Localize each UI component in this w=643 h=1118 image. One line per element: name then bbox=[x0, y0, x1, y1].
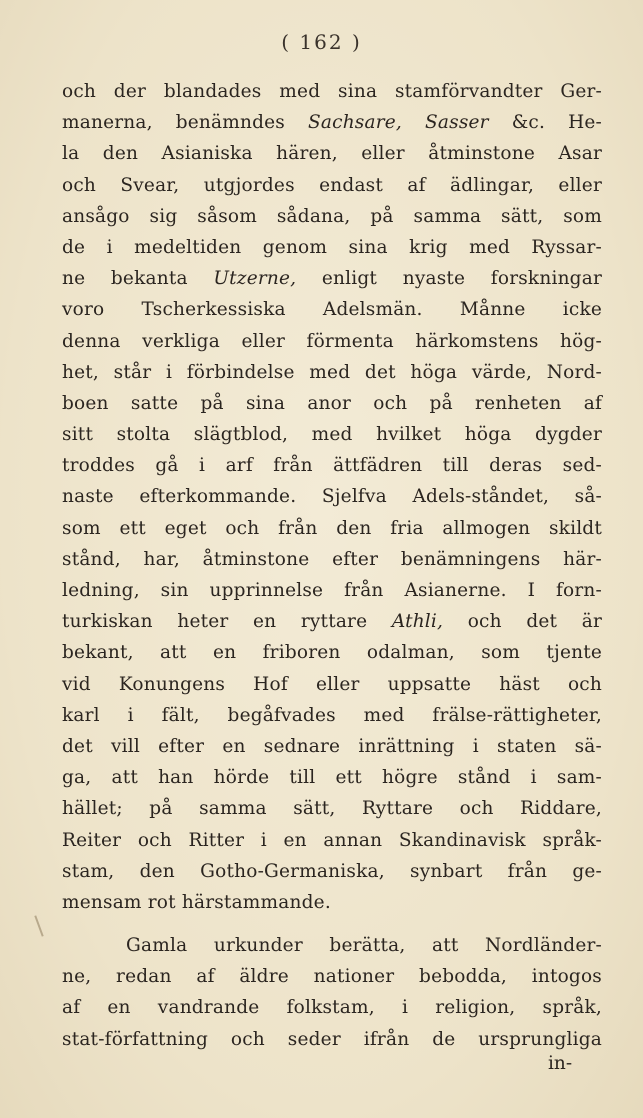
text-run: stat-författning och seder ifrån de ursprungliga bbox=[62, 1028, 602, 1050]
text-run: denna verkliga eller förmenta härkomstens hög- bbox=[62, 330, 602, 352]
text-run: och der blandades med sina stamförvandter Ger- bbox=[62, 81, 602, 102]
text-run: la den Asianiska hären, eller åtminstone Asar bbox=[62, 143, 602, 165]
text-line bbox=[62, 263, 602, 294]
text-line bbox=[62, 544, 602, 575]
italic-text: Utzerne, bbox=[213, 268, 297, 290]
text-line bbox=[62, 1024, 602, 1055]
text-run: det vill efter en sednare inrättning i staten sä- bbox=[62, 735, 602, 757]
text-line bbox=[62, 326, 602, 357]
text-run: ansågo sig såsom sådana, på samma sätt, som bbox=[62, 205, 602, 227]
text-run: stånd, har, åtminstone efter benämningens här- bbox=[62, 548, 602, 570]
text-line bbox=[62, 992, 602, 1023]
text-run: mensam rot härstammande. bbox=[62, 891, 331, 913]
text-run: som ett eget och från den fria allmogen skildt bbox=[62, 517, 602, 539]
text-line bbox=[62, 419, 602, 450]
text-run: de i medeltiden genom sina krig med Ryssar- bbox=[62, 236, 602, 258]
text-line bbox=[62, 669, 602, 700]
text-run: ne, redan af äldre nationer bebodda, intogos bbox=[62, 966, 602, 988]
text-line bbox=[62, 107, 602, 138]
text-run: sitt stolta slägtblod, med hvilket höga dygder bbox=[62, 424, 602, 446]
text-line bbox=[62, 887, 602, 918]
text-run: voro Tscherkessiska Adelsmän. Månne icke bbox=[62, 299, 602, 321]
text-line bbox=[62, 930, 602, 961]
text-run: och Svear, utgjordes endast af ädlingar, eller bbox=[62, 174, 602, 196]
text-line bbox=[62, 388, 602, 419]
text-run: troddes gå i arf från ättfädren till deras sed- bbox=[62, 455, 602, 477]
text-line bbox=[62, 450, 602, 481]
text-run: karl i fält, begåfvades med frälse-rättigheter, bbox=[62, 704, 602, 726]
text-run: turkiskan heter en ryttare bbox=[62, 611, 392, 633]
text-line bbox=[62, 961, 602, 992]
text-run: hället; på samma sätt, Ryttare och Riddare, bbox=[62, 798, 602, 820]
text-line bbox=[62, 637, 602, 668]
text-line bbox=[62, 575, 602, 606]
margin-mark bbox=[34, 915, 43, 936]
text-run: och det är bbox=[443, 611, 602, 633]
text-run: ga, att han hörde till ett högre stånd i sam- bbox=[62, 767, 602, 789]
text-run: vid Konungens Hof eller uppsatte häst och bbox=[62, 673, 602, 695]
text-run: &c. He- bbox=[488, 112, 602, 134]
text-run: boen satte på sina anor och på renheten af bbox=[62, 392, 602, 414]
text-run: af en vandrande folkstam, i religion, språk, bbox=[62, 997, 602, 1019]
text-run: Gamla urkunder berätta, att Nordländer- bbox=[126, 935, 602, 957]
text-line bbox=[62, 357, 602, 388]
page-number: ( 162 ) bbox=[281, 30, 362, 54]
text-line bbox=[62, 232, 602, 263]
text-line bbox=[62, 170, 602, 201]
text-line bbox=[62, 762, 602, 793]
text-line bbox=[62, 825, 602, 856]
body-text bbox=[62, 76, 602, 1055]
text-line bbox=[62, 513, 602, 544]
italic-text: Sachsare, Sasser bbox=[308, 112, 489, 134]
text-run: stam, den Gotho-Germaniska, synbart från ge- bbox=[62, 860, 602, 882]
text-run: enligt nyaste forskningar bbox=[296, 268, 602, 290]
text-line bbox=[62, 606, 602, 637]
text-line bbox=[62, 481, 602, 512]
text-line bbox=[62, 76, 602, 107]
text-line bbox=[62, 793, 602, 824]
text-line bbox=[62, 138, 602, 169]
italic-text: Athli, bbox=[391, 611, 444, 633]
text-line bbox=[62, 856, 602, 887]
text-run: ne bekanta bbox=[62, 268, 214, 290]
text-run: het, står i förbindelse med det höga värde, Nord- bbox=[62, 361, 602, 383]
text-line bbox=[62, 731, 602, 762]
text-run: bekant, att en friboren odalman, som tjente bbox=[62, 642, 602, 664]
paragraph-gap bbox=[62, 918, 602, 930]
text-line bbox=[62, 294, 602, 325]
text-line bbox=[62, 700, 602, 731]
text-run: Reiter och Ritter i en annan Skandinavisk språk- bbox=[62, 829, 602, 851]
text-run: naste efterkommande. Sjelfva Adels-ståndet, så- bbox=[62, 486, 602, 508]
text-run: ledning, sin upprinnelse från Asianerne. I forn- bbox=[62, 580, 602, 601]
catchword: in- bbox=[548, 1053, 573, 1074]
text-run: manerna, benämndes bbox=[62, 112, 309, 134]
text-line bbox=[62, 201, 602, 232]
